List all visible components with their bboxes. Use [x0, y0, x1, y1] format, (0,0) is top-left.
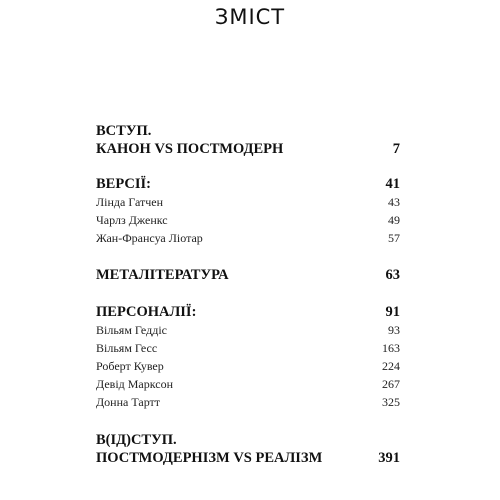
- toc-section-intro: [96, 122, 400, 158]
- toc-heading-label: МЕТАЛІТЕРАТУРА: [96, 267, 229, 283]
- toc-section-versions: [96, 175, 400, 247]
- toc-heading-outro-line1: [96, 431, 400, 449]
- toc-page-number: 224: [382, 359, 400, 373]
- toc-entry-label: Чарлз Дженкс: [96, 213, 168, 227]
- toc-heading-label: ПОСТМОДЕРНІЗМ VS РЕАЛІЗМ: [96, 450, 323, 466]
- toc-entry: [96, 339, 400, 357]
- toc-entry-label: Вільям Геддіс: [96, 323, 167, 337]
- toc-page-number: 91: [385, 304, 400, 320]
- toc-entry-label: Жан-Франсуа Ліотар: [96, 231, 203, 245]
- toc-page-number: 267: [382, 377, 400, 391]
- toc-heading-personalities: [96, 303, 400, 321]
- toc-entry-label: Лінда Гатчен: [96, 195, 164, 209]
- toc-entry: [96, 393, 400, 411]
- toc-page-number: 7: [392, 141, 400, 157]
- toc-page-number: 325: [382, 395, 400, 409]
- toc-heading-intro-line1: [96, 122, 400, 140]
- toc-heading-label: ВЕРСІЇ:: [96, 176, 151, 192]
- toc-section-metaliterature: [96, 266, 400, 284]
- table-of-contents: [96, 122, 400, 467]
- toc-entry: [96, 193, 400, 211]
- toc-entry: [96, 375, 400, 393]
- toc-entry-label: Донна Тартт: [96, 395, 161, 409]
- toc-section-outro: [96, 431, 400, 467]
- toc-heading-metaliterature: [96, 266, 400, 284]
- toc-page-number: 41: [385, 176, 400, 192]
- toc-page-number: 391: [378, 450, 400, 466]
- toc-entry: [96, 229, 400, 247]
- toc-entry-label: Роберт Кувер: [96, 359, 164, 373]
- toc-page-number: 49: [388, 213, 400, 227]
- toc-page-number: 57: [388, 231, 400, 245]
- toc-page-number: 63: [385, 267, 400, 283]
- toc-entry-label: Девід Марксон: [96, 377, 174, 391]
- toc-page-number: 93: [388, 323, 400, 337]
- toc-entry: [96, 211, 400, 229]
- toc-heading-intro-line2: [96, 140, 400, 158]
- toc-entry: [96, 357, 400, 375]
- toc-entry-label: Вільям Гесс: [96, 341, 158, 355]
- toc-heading-label: В(ІД)СТУП.: [96, 432, 177, 448]
- toc-section-personalities: [96, 303, 400, 411]
- toc-heading-label: ПЕРСОНАЛІЇ:: [96, 304, 197, 320]
- toc-heading-label: КАНОН VS ПОСТМОДЕРН: [96, 141, 284, 157]
- toc-heading-versions: [96, 175, 400, 193]
- toc-heading-outro-line2: [96, 449, 400, 467]
- toc-page-number: 163: [382, 341, 400, 355]
- toc-entry: [96, 321, 400, 339]
- toc-heading-label: ВСТУП.: [96, 123, 152, 139]
- page-title: ЗМІСТ: [214, 5, 286, 29]
- toc-page-number: 43: [388, 195, 400, 209]
